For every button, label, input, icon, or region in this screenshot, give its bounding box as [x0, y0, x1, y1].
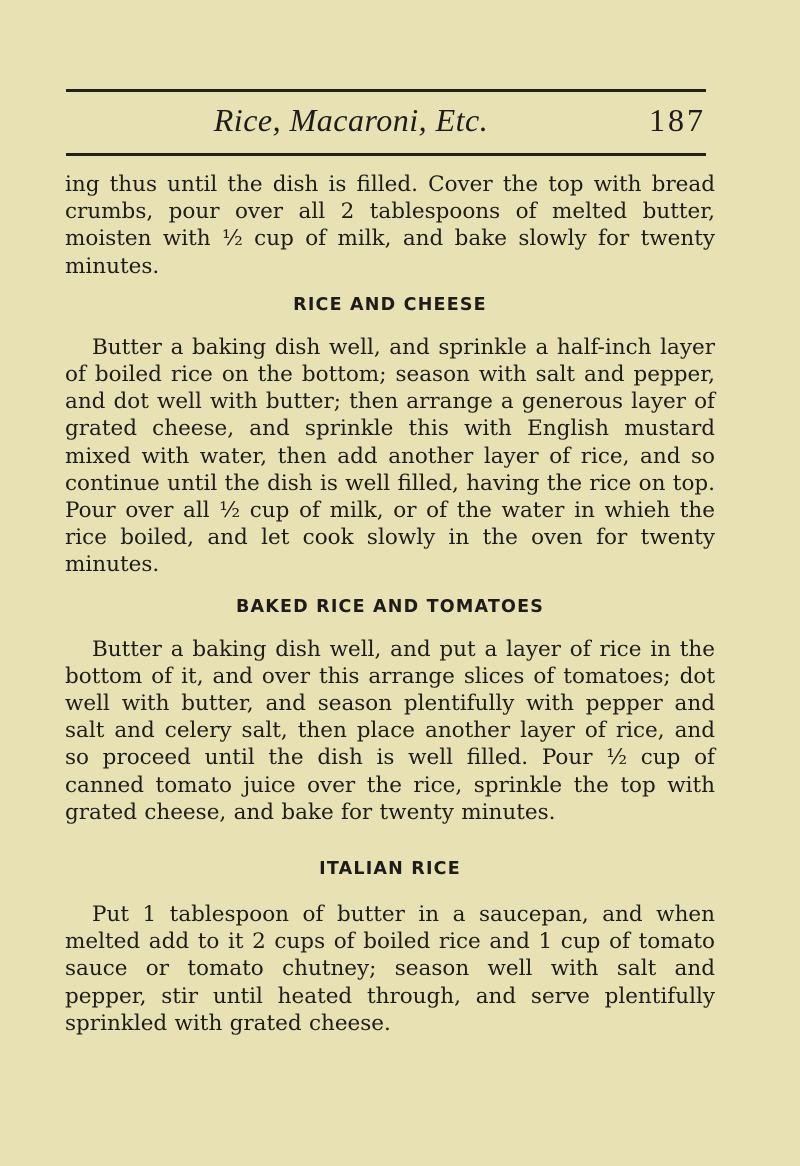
- recipe-title-italian-rice: ITALIAN RICE: [319, 859, 461, 880]
- recipe-text-italian-rice: Put 1 tablespoon of butter in a saucepan, and when melted add to it 2 cups of boiled rice and 1 cup of tomato sauce or tomato chutney; season well with salt and pepper, stir until heated through, and serve plentifully sprinkled with grated cheese.: [65, 902, 715, 1036]
- header-bottom-rule: [66, 153, 706, 156]
- recipe-title-rice-and-cheese: RICE AND CHEESE: [293, 294, 487, 315]
- running-title: Rice, Macaroni, Etc.: [213, 102, 489, 138]
- header-top-rule: [66, 89, 706, 92]
- recipe-text-baked-rice-and-tomatoes: Butter a baking dish well, and put a layer of rice in the bottom of it, and over this arrange slices of tomatoes; dot well with butter, and season plentifully with pepper and salt and celery salt, then place another layer of rice, and so proceed until the dish is well filled. Pour ½ cup of canned tomato juice over the rice, sprinkle the top with grated cheese, and bake for twenty minutes.: [65, 636, 715, 825]
- page-body: [65, 171, 715, 1037]
- page-number: 187: [649, 102, 706, 138]
- recipe-title-baked-rice-and-tomatoes: BAKED RICE AND TOMATOES: [235, 596, 545, 617]
- page-header: [66, 100, 706, 148]
- recipe-text-rice-and-cheese: Butter a baking dish well, and sprinkle a half-inch layer of boiled rice on the bottom; season with salt and pepper, and dot well with butter; then arrange a generous layer of grated cheese, and sprinkle this with English mustard mixed with water, then add another layer of rice, and so continue until the dish is well filled, having the rice on top. Pour over all ½ cup of milk, or of the water in whieh the rice boiled, and let cook slowly in the oven for twenty minutes.: [65, 334, 715, 578]
- continuation-paragraph: ing thus until the dish is filled. Cover the top with bread crumbs, pour over all 2 tablespoons of melted butter, moisten with ½ cup of milk, and bake slowly for twenty minutes.: [65, 172, 715, 279]
